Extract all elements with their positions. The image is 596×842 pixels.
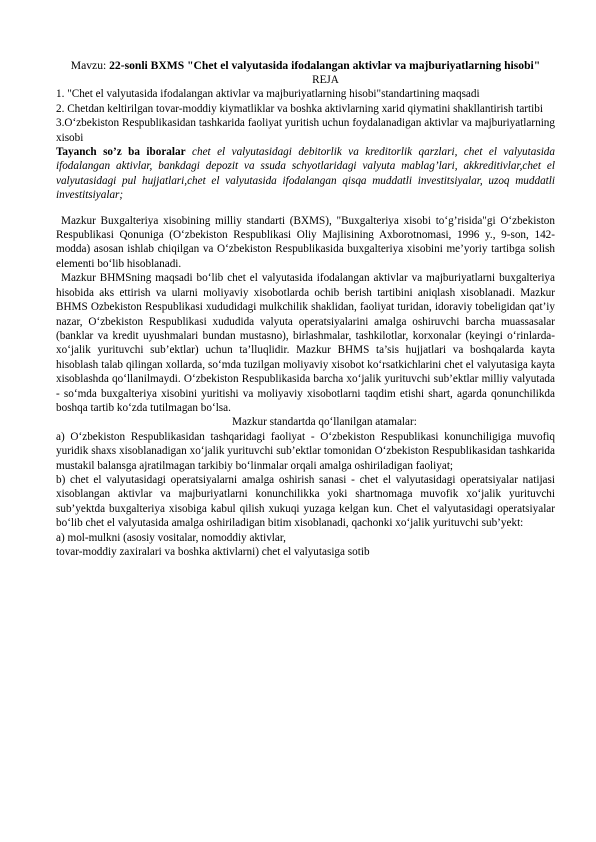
body-paragraph-2: Mazkur BHMSning maqsadi bo‘lib chet el valyutasida ifodalangan aktivlar va majburiyatlarni buxgalteriya hisobida aks ettirish va ularni moliyaviy xisobotlarda ochib berish tartibini aniqlash xisoblanadi. Mazkur BHMS Ozbekiston Respublikasi xududidagi mulkchilik shaklidan, faoliyat turidan, idoraviy tobeligidan qat’iy nazar, O‘zbekiston Respublikasi xududida valyuta operatsiyalarini amalga oshiruvchi barcha muassasalar (banklar va kredit uyushmalari bundan mustasno), birlashmalar, tashkilotlar, korxonalar (keyingi o‘rinlarda- xo‘jalik yurituvchi sub’ektlar) uchun ta’lluqlidir. Mazkur BHMS ta’sis hujjatlari va boshqalarda kayta hisoblash talab qilingan xollarda, so‘mda tuzilgan moliyaviy xisobot ko‘rsatkichlarini chet el valyutasiga kayta xisoblashda qo‘llanilmaydi. O‘zbekiston Respublikasida barcha xo‘jalik yurituvchi sub’ektlar milliy valyutada - so‘mda buxgalteriya xisobini yuritishi va moliyaviy xisobotlarni taqdim etishi shart, agarda qonunchilikda boshqa tartib ko‘zda tutilmagan bo‘lsa. [56,272,555,414]
keywords-paragraph [56,145,555,203]
plan-item-2: 2. Chetdan keltirilgan tovar-moddiy kiymatliklar va boshka aktivlarning xarid qiymatini shakllantirish tartibi [56,102,543,115]
term-a-sub: a) mol-mulkni (asosiy vositalar, nomoddiy aktivlar, [56,531,286,544]
keywords-text: chet el valyutasidagi debitorlik va kreditorlik qarzlari, chet el valyutasida ifodalangan aktivlar, bankdagi depozit va ssuda schyotlaridagi valyuta mablag’lari, akkreditivlar,chet el valyutasidagi pul hujjatlari,chet el valyutasida ifodalangan qisqa muddatli investitsiyalar, uzoq muddatli investitsiyalar; [56,146,555,202]
title-bold: 22-sonli BXMS "Chet el valyutasida ifodalangan aktivlar va majburiyatlarning hisobi" [109,59,541,72]
body-paragraph-1: Mazkur Buxgalteriya xisobining milliy standarti (BXMS), "Buxgalteriya xisobi to‘g’risida"gi O‘zbekiston Respublikasi Qonuniga (O‘zbekiston Respublikasi Oliy Majlisining Axborotnomasi, 1996 y., 9-son, 142-modda) asosan ishlab chiqilgan va O‘zbekiston Respublikasida buxgalteriya xisobini me’yoriy tartibga solish elementi bo‘lib hisoblanadi. [56,214,555,270]
document-title [56,58,555,73]
title-prefix: Mavzu: [70,59,110,72]
term-b: b) chet el valyutasidagi operatsiyalarni amalga oshirish sanasi - chet el valyutasidagi operatsiyalar natijasi xisoblangan aktivlar va majburiyatlarni konunchilikka yoki shartnomaga muvofik xo‘jalik yurituvchi sub’yektda buxgalteriya xisobiga kabul qilish xukuqi yuzaga kelgan kun. Chet el valyutasidagi operatsiyalar bo‘lib chet el valyutasida amalga oshiriladigan bitim xisoblanadi, qachonki xo‘jalik yurituvchi sub’yekt: [56,473,555,530]
plan-item-3: 3.O‘zbekiston Respublikasidan tashkarida faoliyat yuritish uchun foydalanadigan aktivlar va majburiyatlarning xisobi [56,117,555,144]
plan-heading: REJA [312,74,339,86]
document-body [56,58,555,559]
term-a-sub-cont: tovar-moddiy zaxiralari va boshka aktivlarni) chet el valyutasiga sotib [56,546,370,558]
plan-item-1: 1. "Chet el valyutasida ifodalangan aktivlar va majburiyatlarning hisobi"standartining maqsadi [56,88,480,101]
term-a: a) O‘zbekiston Respublikasidan tashqaridagi faoliyat - O‘zbekiston Respublikasi konunchiligiga muvofiq yuridik shaxs xisoblanadigan xo‘jalik yurituvchi sub’ektlar tomonidan O‘zbekiston Respublikasidan tashkarida mustakil balansga ajratilmagan tarkibiy bo‘linmalar orqali amalga oshiriladigan faoliyat; [56,430,555,472]
terms-subheading: Mazkur standartda qo‘llanilgan atamalar: [232,416,417,429]
keywords-label: Tayanch so’z ba iboralar [56,146,186,159]
spacer [56,203,555,214]
